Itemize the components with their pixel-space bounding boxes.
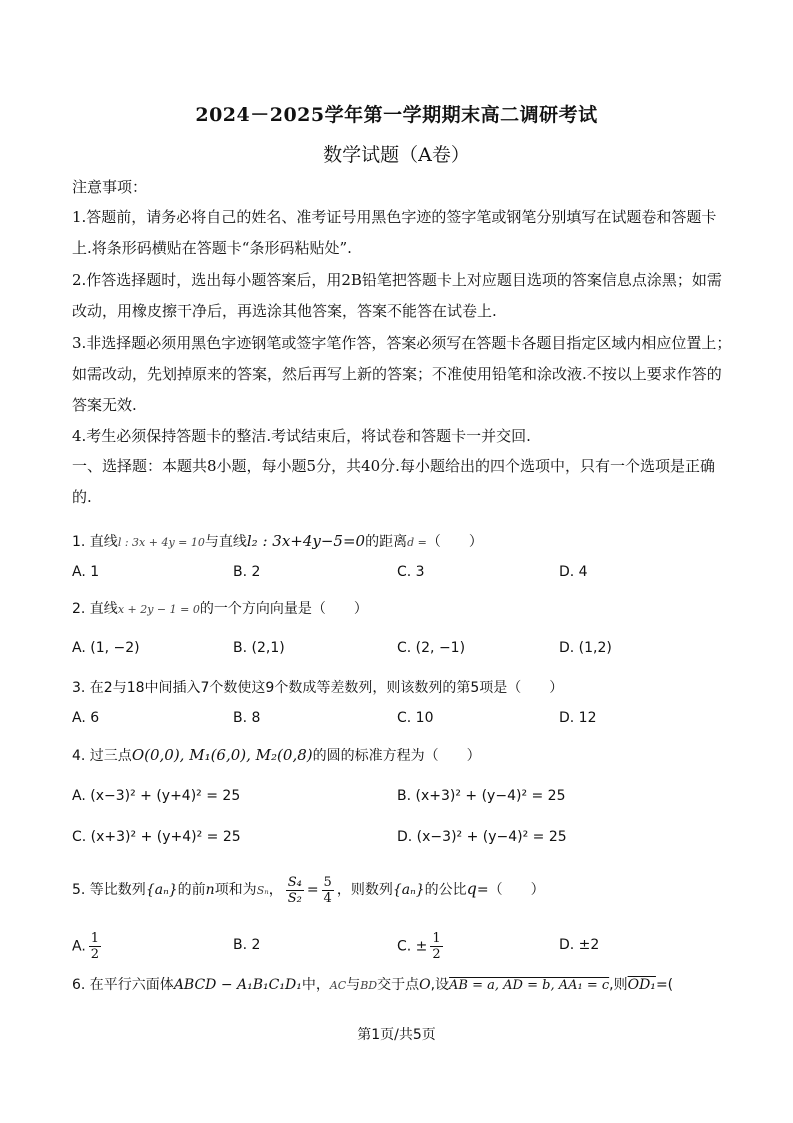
q6-stem-a: 6. 在平行六面体	[72, 977, 174, 993]
q6-stem-g: =(	[655, 977, 674, 993]
notice-item-4: 4.考生必须保持答题卡的整洁.考试结束后，将试卷和答题卡一并交回.	[72, 427, 531, 445]
q3-option-a: A. 6	[72, 710, 100, 726]
q6-solid: ABCD − A₁B₁C₁D₁	[173, 977, 302, 993]
question-3: 3. 在2与18中间插入7个数使这9个数成等差数列，则该数列的第5项是（ ）	[72, 680, 564, 696]
q5-option-a-fraction	[89, 931, 101, 962]
q2-line: x + 2y − 1 = 0	[117, 603, 200, 616]
q1-stem-b: 与直线	[204, 534, 247, 550]
q5-seq-2: {aₙ}	[392, 882, 425, 898]
notice-item-2: 2.作答选择题时，选出每小题答案后，用2B铅笔把答题卡上对应题目选项的答案信息点涂黑；如需改动，用橡皮擦干净后，再选涂其他答案，答案不能答在试卷上.	[72, 271, 722, 320]
question-4	[72, 743, 732, 768]
q5-eq: =	[306, 882, 319, 898]
notice-heading: 注意事项：	[72, 178, 148, 196]
notice-item-3: 3.非选择题必须用黑色字迹钢笔或签字笔作答，答案必须写在答题卡各题目指定区域内相应位置上；如需改动，先划掉原来的答案，然后再写上新的答案；不准使用铅笔和涂改液.不按以上要求作答的答案无效.	[72, 334, 732, 414]
q5-value-num: 5	[323, 874, 332, 890]
q6-stem-b: 中，	[301, 977, 330, 993]
q6-stem-c: 与	[346, 977, 361, 993]
notice-item-1: 1.答题前，请务必将自己的姓名、准考证号用黑色字迹的签字笔或钢笔分别填写在试题卷和答题卡上.将条形码横贴在答题卡“条形码粘贴处”.	[72, 208, 717, 257]
q5-comma: ，	[268, 882, 283, 898]
q6-bd: BD	[360, 979, 378, 992]
q5-seq: {aₙ}	[145, 882, 178, 898]
q4-option-d: D. (x−3)² + (y−4)² = 25	[397, 829, 567, 845]
q5-option-c	[397, 931, 446, 962]
q3-option-c: C. 10	[397, 710, 434, 726]
question-6	[72, 973, 732, 998]
q3-option-b: B. 8	[233, 710, 261, 726]
question-2	[72, 597, 732, 622]
q2-option-b: B. (2,1)	[233, 640, 285, 656]
q5-ratio-fraction	[286, 875, 304, 906]
q5-stem-b: 的前	[177, 882, 206, 898]
q1-option-a: A. 1	[72, 564, 100, 580]
exam-title: 2024－2025学年第一学期期末高二调研考试	[195, 104, 598, 126]
q5-ratio-num: S₄	[287, 874, 302, 890]
q5-stem-d: ，则数列	[336, 882, 393, 898]
q3-option-d: D. 12	[559, 710, 597, 726]
q5-stem-f: =（ ）	[476, 882, 545, 898]
q6-o: O	[419, 977, 431, 993]
q2-stem-a: 2. 直线	[72, 601, 118, 617]
q5-sn: Sₙ	[256, 884, 269, 897]
q6-od1: OD₁	[627, 977, 656, 993]
q4-points: O(0,0), M₁(6,0), M₂(0,8)	[131, 746, 313, 764]
q6-ac: AC	[329, 979, 347, 992]
q5-value-den: 4	[323, 890, 332, 906]
q4-stem-b: 的圆的标准方程为（ ）	[312, 748, 481, 764]
q5-option-d: D. ±2	[559, 937, 600, 953]
q5-option-c-den: 2	[432, 947, 441, 962]
question-5	[72, 872, 732, 908]
q2-option-c: C. (2, −1)	[397, 640, 466, 656]
q5-option-a-den: 2	[90, 947, 100, 962]
exam-subtitle: 数学试题（A卷）	[323, 144, 470, 166]
question-1	[72, 529, 732, 555]
q5-ratio-den: S₂	[287, 890, 302, 906]
q1-stem-d: （ ）	[426, 534, 483, 550]
q1-line-l2: l₂ : 3x+4y−5=0	[246, 532, 366, 550]
q5-q: q	[466, 879, 477, 898]
q1-stem-a: 1. 直线	[72, 534, 118, 550]
q1-option-d: D. 4	[559, 564, 588, 580]
q6-stem-e: ,设	[430, 977, 450, 993]
q4-option-c: C. (x+3)² + (y+4)² = 25	[72, 829, 241, 845]
q4-option-b: B. (x+3)² + (y−4)² = 25	[397, 788, 566, 804]
q2-option-a: A. (1, −2)	[72, 640, 140, 656]
q5-option-a	[72, 931, 104, 962]
q5-option-a-label: A.	[72, 938, 86, 955]
q1-line-l1: l : 3x + 4y = 10	[117, 536, 205, 549]
q5-option-a-num: 1	[90, 931, 100, 946]
q5-option-b: B. 2	[233, 937, 261, 953]
q5-option-c-label: C. ±	[397, 938, 428, 955]
q2-stem-b: 的一个方向向量是（ ）	[199, 601, 368, 617]
q1-option-b: B. 2	[233, 564, 261, 580]
q6-stem-f: ,则	[609, 977, 628, 993]
section-heading-choice: 一、选择题：本题共8小题，每小题5分，共40分.每小题给出的四个选项中，只有一个选项是正确的.	[72, 457, 715, 506]
q4-stem-a: 4. 过三点	[72, 748, 132, 764]
q5-stem-a: 5. 等比数列	[72, 882, 146, 898]
q6-stem-d: 交于点	[377, 977, 420, 993]
q5-stem-c: 项和为	[214, 882, 257, 898]
q1-option-c: C. 3	[397, 564, 425, 580]
page-footer: 第1页/共5页	[357, 1027, 436, 1043]
q4-option-a: A. (x−3)² + (y+4)² = 25	[72, 788, 241, 804]
q5-stem-e: 的公比	[424, 882, 467, 898]
q5-option-c-fraction	[430, 931, 442, 962]
q5-option-c-num: 1	[432, 931, 441, 946]
q5-value-fraction	[322, 875, 334, 906]
q1-d: d =	[407, 536, 427, 549]
q1-stem-c: 的距离	[365, 534, 408, 550]
q6-vectors: AB = a, AD = b, AA₁ = c	[449, 978, 610, 993]
q2-option-d: D. (1,2)	[559, 640, 612, 656]
q5-n: n	[205, 882, 215, 898]
